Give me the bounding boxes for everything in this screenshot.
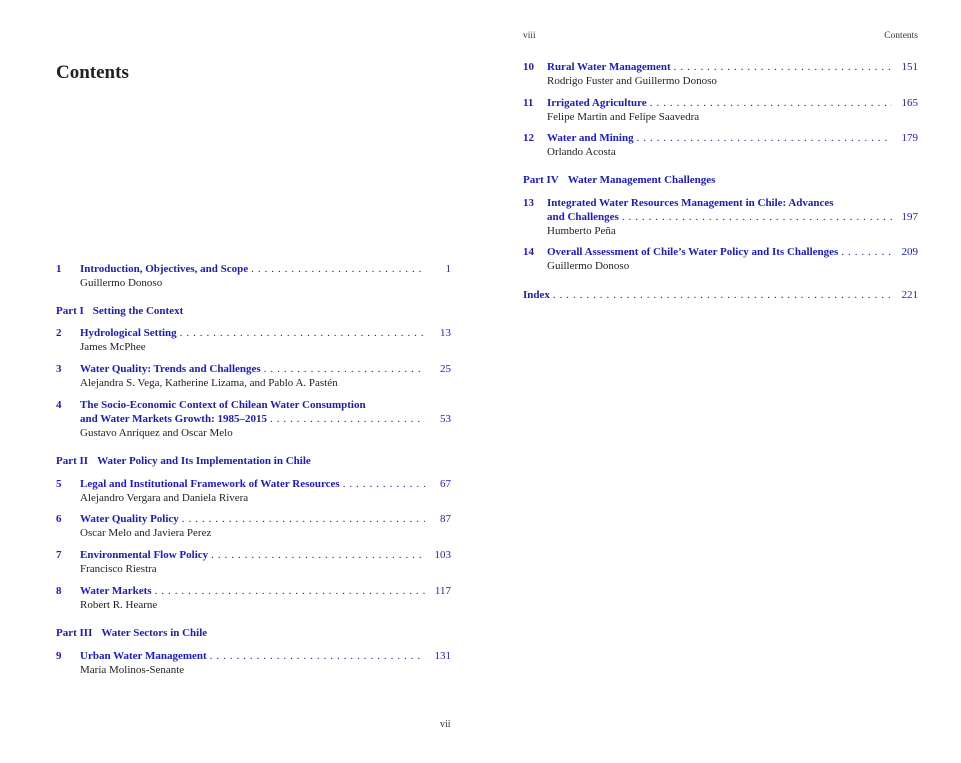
- page-number-link[interactable]: 13: [440, 327, 451, 339]
- chapter-authors: James McPhee: [80, 341, 146, 353]
- page-folio: vii: [440, 719, 451, 730]
- toc-entry-index[interactable]: [523, 288, 918, 302]
- chapter-authors: Alejandra S. Vega, Katherine Lizama, and Pablo A. Pastén: [80, 377, 338, 389]
- part-label: Part I: [56, 305, 84, 317]
- dot-leader: [251, 262, 425, 276]
- dot-leader: [650, 96, 892, 110]
- chapter-number: 12: [523, 132, 534, 144]
- chapter-authors: Rodrigo Fuster and Guillermo Donoso: [547, 75, 717, 87]
- part-label: Part II: [56, 455, 89, 467]
- chapter-number: 6: [56, 513, 62, 525]
- chapter-number: 9: [56, 650, 62, 662]
- chapter-authors: Guillermo Donoso: [80, 277, 163, 289]
- dot-leader: [343, 477, 425, 491]
- chapter-title-link[interactable]: Urban Water Management: [80, 650, 207, 662]
- part-title[interactable]: Water Management Challenges: [567, 174, 716, 186]
- chapter-authors: Oscar Melo and Javiera Perez: [80, 527, 212, 539]
- part-heading-4[interactable]: [523, 174, 715, 186]
- chapter-authors: Guillermo Donoso: [547, 260, 630, 272]
- dot-leader: [270, 412, 425, 426]
- chapter-title-link[interactable]: Legal and Institutional Framework of Water Resources: [80, 478, 340, 490]
- dot-leader: [622, 210, 892, 224]
- chapter-number: 10: [523, 61, 534, 73]
- chapter-title-link-line-1[interactable]: Integrated Water Resources Management in Chile: Advances: [547, 197, 834, 209]
- page-number-link[interactable]: 87: [440, 513, 451, 525]
- running-head-folio: viii: [523, 31, 536, 41]
- chapter-authors: Alejandro Vergara and Daniela Rivera: [80, 492, 249, 504]
- index-link[interactable]: Index: [523, 289, 550, 301]
- chapter-title-link-line-2[interactable]: and Challenges: [547, 211, 619, 223]
- chapter-authors: María Molinos-Senante: [80, 664, 185, 676]
- dot-leader: [180, 326, 425, 340]
- page-number-link[interactable]: 117: [434, 585, 451, 597]
- chapter-number: 7: [56, 549, 62, 561]
- chapter-authors: Humberto Peña: [547, 225, 616, 237]
- chapter-authors: Felipe Martin and Felipe Saavedra: [547, 111, 700, 123]
- chapter-title-link[interactable]: Rural Water Management: [547, 61, 671, 73]
- chapter-authors: Robert R. Hearne: [80, 599, 158, 611]
- part-label: Part III: [56, 627, 93, 639]
- part-title[interactable]: Water Sectors in Chile: [101, 627, 208, 639]
- dot-leader: [637, 131, 892, 145]
- dot-leader: [182, 512, 425, 526]
- part-title[interactable]: Setting the Context: [92, 305, 184, 317]
- chapter-title-link[interactable]: Hydrological Setting: [80, 327, 177, 339]
- part-heading-3[interactable]: [56, 627, 207, 639]
- chapter-number: 1: [56, 263, 62, 275]
- contents-heading: Contents: [56, 62, 129, 83]
- page-number-link[interactable]: 179: [901, 132, 918, 144]
- running-head-title: Contents: [884, 31, 918, 41]
- part-title[interactable]: Water Policy and Its Implementation in Chile: [97, 455, 311, 467]
- dot-leader: [155, 584, 425, 598]
- dot-leader: [553, 288, 892, 302]
- dot-leader: [674, 60, 892, 74]
- page-number-link[interactable]: 103: [434, 549, 451, 561]
- part-heading-2[interactable]: [56, 455, 311, 467]
- chapter-number: 13: [523, 197, 534, 209]
- chapter-number: 4: [56, 399, 62, 411]
- page-number-link[interactable]: 131: [434, 650, 451, 662]
- chapter-number: 8: [56, 585, 62, 597]
- page-number-link[interactable]: 67: [440, 478, 451, 490]
- page-number-link[interactable]: 25: [440, 363, 451, 375]
- page-number-link[interactable]: 151: [901, 61, 918, 73]
- chapter-title-link-line-1[interactable]: The Socio-Economic Context of Chilean Water Consumption: [80, 399, 366, 411]
- chapter-number: 14: [523, 246, 534, 258]
- chapter-title-link[interactable]: Water Quality Policy: [80, 513, 179, 525]
- chapter-number: 3: [56, 363, 62, 375]
- chapter-number: 5: [56, 478, 62, 490]
- left-page: [0, 0, 480, 763]
- page-number-link[interactable]: 165: [901, 97, 918, 109]
- part-heading-1[interactable]: [56, 305, 183, 317]
- chapter-title-link[interactable]: Environmental Flow Policy: [80, 549, 209, 561]
- chapter-authors: Francisco Riestra: [80, 563, 157, 575]
- chapter-title-link[interactable]: Water and Mining: [547, 132, 634, 144]
- page-number-link[interactable]: 197: [901, 211, 918, 223]
- page-number-link[interactable]: 209: [901, 246, 918, 258]
- right-page: [480, 0, 961, 763]
- chapter-title-link-line-2[interactable]: and Water Markets Growth: 1985–2015: [80, 413, 267, 425]
- chapter-number: 11: [523, 97, 534, 109]
- chapter-title-link[interactable]: Irrigated Agriculture: [547, 97, 647, 109]
- chapter-number: 2: [56, 327, 62, 339]
- dot-leader: [264, 362, 425, 376]
- chapter-title-link[interactable]: Water Markets: [80, 585, 152, 597]
- page-number-link[interactable]: 1: [445, 263, 451, 275]
- dot-leader: [841, 245, 892, 259]
- chapter-title-link[interactable]: Introduction, Objectives, and Scope: [80, 263, 249, 275]
- chapter-title-link[interactable]: Water Quality: Trends and Challenges: [80, 363, 261, 375]
- dot-leader: [210, 649, 425, 663]
- part-label: Part IV: [523, 174, 559, 186]
- chapter-authors: Gustavo Anríquez and Oscar Melo: [80, 427, 233, 439]
- page-number-link[interactable]: 53: [440, 413, 451, 425]
- chapter-authors: Orlando Acosta: [547, 146, 616, 158]
- chapter-title-link[interactable]: Overall Assessment of Chile’s Water Policy and Its Challenges: [547, 246, 839, 258]
- dot-leader: [211, 548, 425, 562]
- page-number-link[interactable]: 221: [901, 289, 918, 301]
